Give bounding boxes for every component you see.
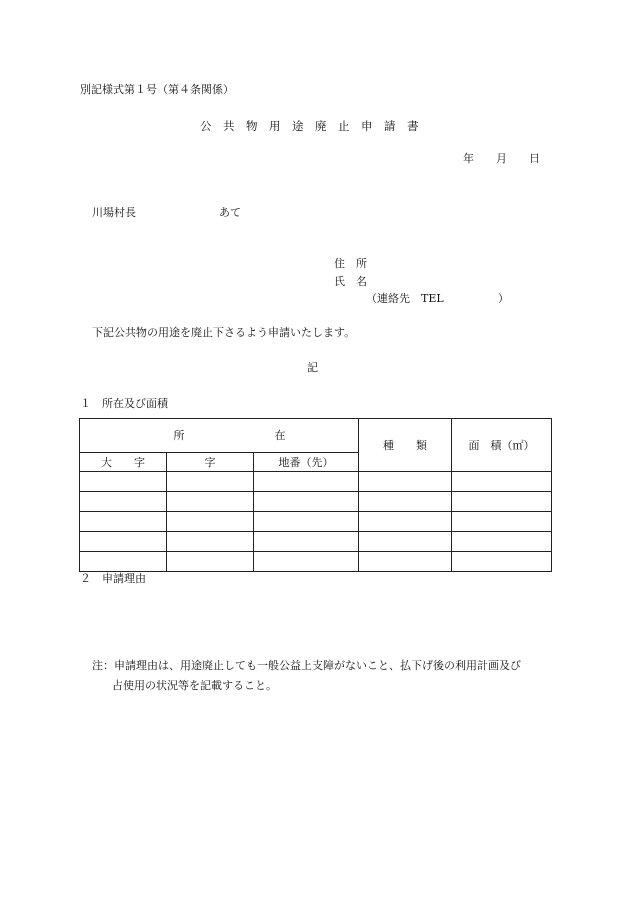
- table-cell[interactable]: [359, 552, 452, 572]
- ki-marker: 記: [307, 361, 318, 374]
- table-cell[interactable]: [167, 492, 254, 512]
- note-line-1: 注：申請理由は、用途廃止しても一般公益上支障がないこと、払下げ後の利用計画及び: [92, 659, 521, 672]
- table-cell[interactable]: [254, 492, 359, 512]
- table-cell[interactable]: [359, 492, 452, 512]
- addressee-suffix: あて: [219, 206, 241, 219]
- table-cell[interactable]: [452, 472, 552, 492]
- form-number: 別記様式第１号（第４条関係）: [80, 83, 234, 96]
- date-line: 年 月 日: [463, 152, 540, 165]
- table-row: [80, 492, 552, 512]
- table-cell[interactable]: [452, 492, 552, 512]
- section2-heading: ２ 申請理由: [80, 572, 146, 585]
- applicant-address-label: 住 所: [334, 257, 367, 270]
- note-line-2: 占使用の状況等を記載すること。: [112, 679, 277, 692]
- table-cell[interactable]: [359, 472, 452, 492]
- applicant-contact-label: （連絡先 TEL: [366, 292, 444, 305]
- table-cell[interactable]: [359, 532, 452, 552]
- subheader-oaza: 大 字: [80, 453, 167, 472]
- table-cell[interactable]: [254, 552, 359, 572]
- table-cell[interactable]: [80, 472, 167, 492]
- table-cell[interactable]: [80, 492, 167, 512]
- table-row: [80, 472, 552, 492]
- header-type: 種 類: [359, 419, 452, 472]
- subheader-aza: 字: [167, 453, 254, 472]
- addressee-name: 川場村長: [92, 206, 136, 219]
- table-cell[interactable]: [452, 512, 552, 532]
- applicant-contact-close: ）: [498, 292, 509, 305]
- table-cell[interactable]: [452, 532, 552, 552]
- location-area-table: [79, 418, 552, 572]
- section1-heading: １ 所在及び面積: [80, 397, 168, 410]
- document-title: 公 共 物 用 途 廃 止 申 請 書: [200, 119, 419, 133]
- table-cell[interactable]: [167, 532, 254, 552]
- header-location-a: 所: [173, 429, 185, 442]
- table-cell[interactable]: [167, 472, 254, 492]
- table-row: [80, 552, 552, 572]
- request-text: 下記公共物の用途を廃止下さるよう申請いたします。: [92, 326, 356, 339]
- table-cell[interactable]: [80, 552, 167, 572]
- table-cell[interactable]: [254, 512, 359, 532]
- header-area: 面 積（㎡）: [452, 419, 552, 472]
- subheader-chiban: 地番（先）: [254, 453, 359, 472]
- table-cell[interactable]: [167, 512, 254, 532]
- table-cell[interactable]: [359, 512, 452, 532]
- table-cell[interactable]: [80, 512, 167, 532]
- table-cell[interactable]: [167, 552, 254, 572]
- header-location-b: 在: [274, 429, 286, 442]
- table-cell[interactable]: [254, 532, 359, 552]
- table-cell[interactable]: [452, 552, 552, 572]
- table-cell[interactable]: [254, 472, 359, 492]
- table-cell[interactable]: [80, 532, 167, 552]
- table-row: [80, 532, 552, 552]
- table-row: [80, 512, 552, 532]
- applicant-name-label: 氏 名: [334, 275, 367, 288]
- header-location: [80, 419, 359, 453]
